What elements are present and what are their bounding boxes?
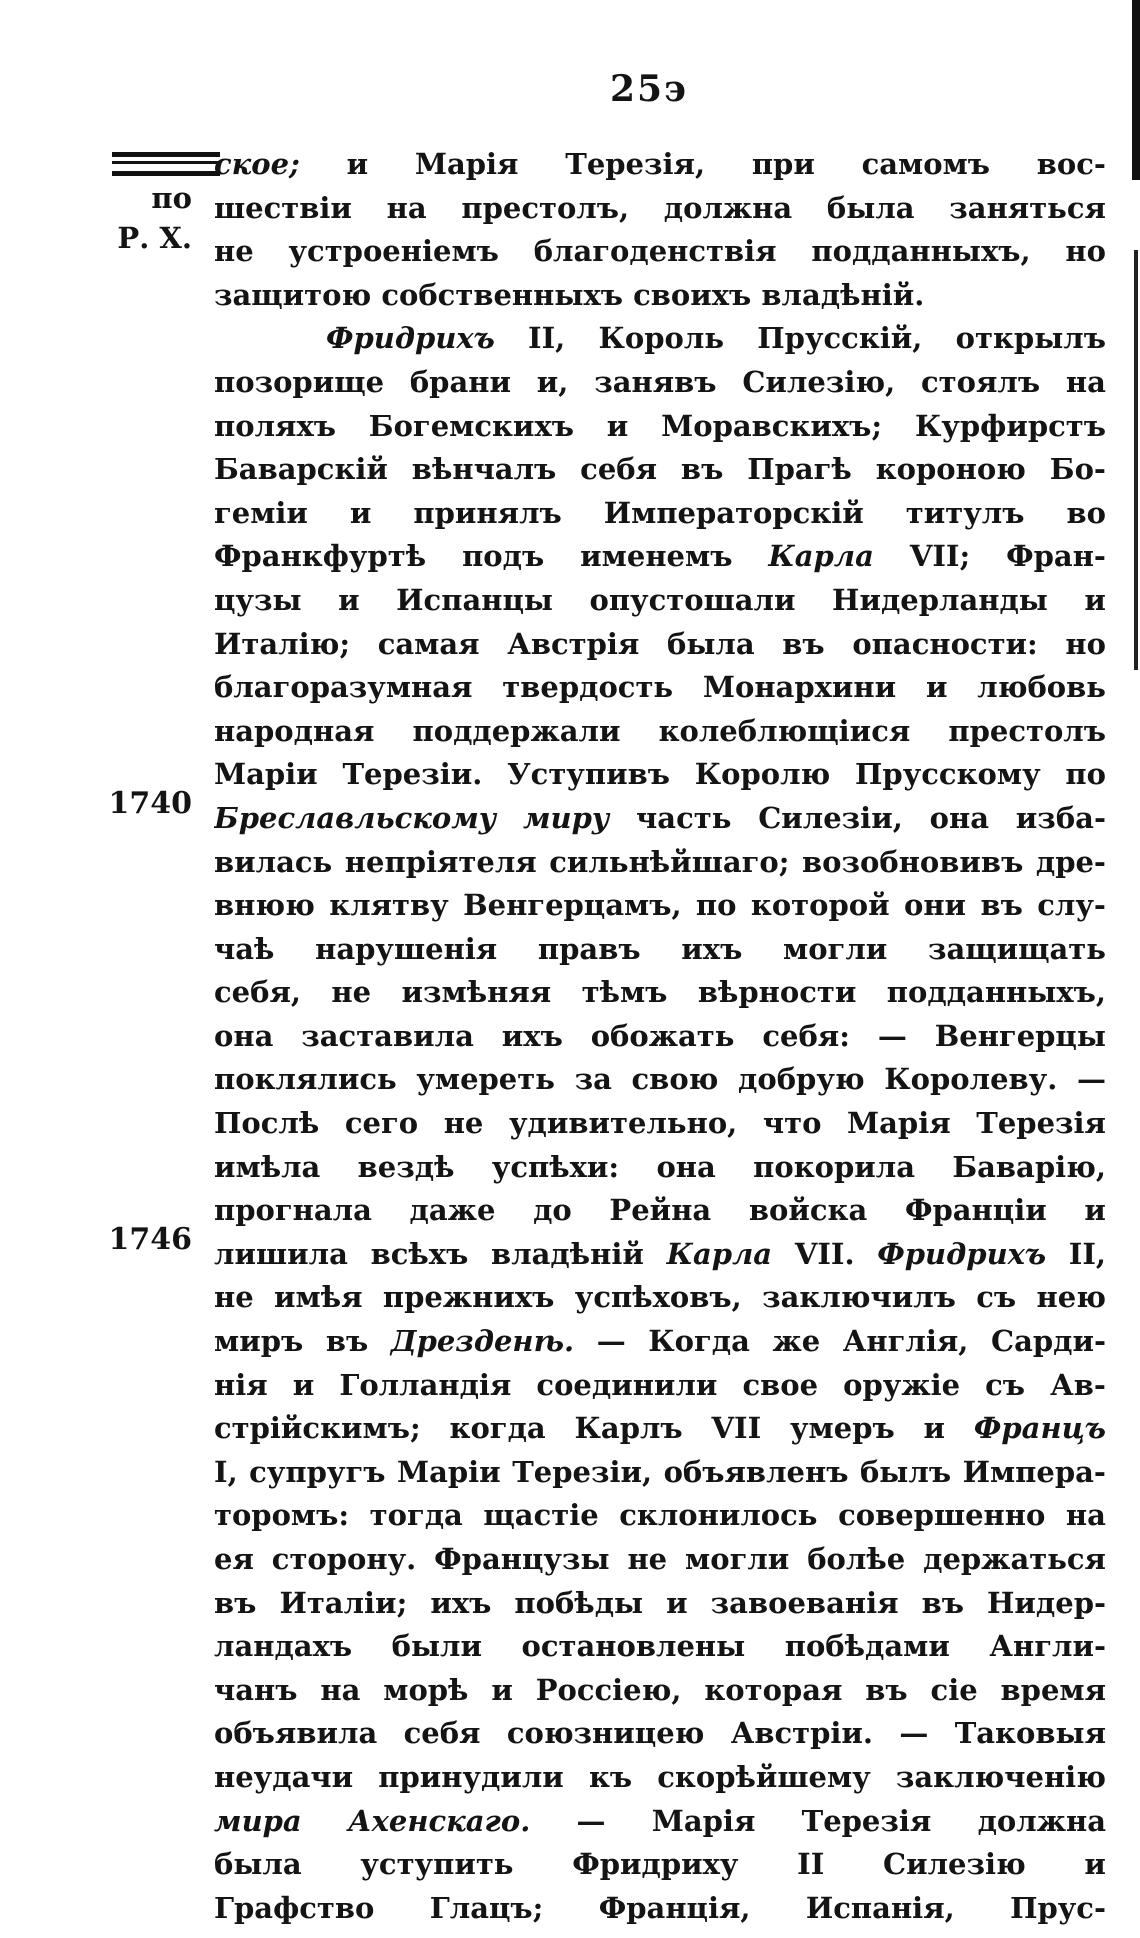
text-line: шествіи на престолъ, должна была заняться [214, 190, 1106, 225]
section-separator-mark [112, 152, 220, 176]
text-line: ея сторону. Французы не могли болѣе держаться [214, 1542, 1106, 1576]
text-line: чанъ на морѣ и Россіею, которая въ сіе время [214, 1672, 1106, 1707]
text-line: себя, не измѣняя тѣмъ вѣрности подданныхъ, [214, 975, 1106, 1010]
text-line: защитою собственныхъ своихъ владѣній. [214, 277, 925, 312]
text-line: внюю клятву Венгерцамъ, по которой они въ слу- [214, 888, 1106, 923]
text-line: вилась непріятеля сильнѣйшаго; возобновивъ дре- [214, 844, 1106, 879]
text-line: Франкфуртѣ подъ именемъ Карла VII; Фран- [214, 539, 1106, 574]
margin-year-1746: 1746 [108, 1222, 192, 1257]
text-line: ландахъ были остановлены побѣдами Англи- [214, 1629, 1106, 1664]
text-line: не имѣя прежнихъ успѣховъ, заключилъ съ нею [214, 1280, 1106, 1315]
text-line: народная поддержали колеблющіися престолъ [214, 713, 1106, 748]
text-line: ское; и Марія Терезія, при самомъ вос- [214, 147, 1106, 181]
text-line: не устроеніемъ благоденствія подданныхъ, но [214, 234, 1106, 269]
text-line: Баварскій вѣнчалъ себя въ Прагѣ короною Бо- [214, 452, 1106, 487]
text-line: мира Ахенскаго. — Марія Терезія должна [214, 1803, 1106, 1838]
text-line: лишила всѣхъ владѣній Карла VII. Фридрихъ II, [214, 1236, 1106, 1271]
text-line: Бреславльскому миру часть Силезіи, она изба- [214, 800, 1106, 835]
text-line: Послѣ сего не удивительно, что Марія Терезія [214, 1106, 1106, 1141]
text-line: объявила себя союзницею Австріи. — Таковыя [214, 1716, 1106, 1751]
text-line: позорище брани и, занявъ Силезію, стоялъ на [214, 364, 1106, 399]
text-line: нія и Голландія соединили свое оружіе съ Ав- [214, 1367, 1106, 1402]
text-line: въ Италіи; ихъ побѣды и завоеванія въ Нидер- [214, 1585, 1106, 1620]
text-line: поклялись умереть за свою добрую Королеву. — [214, 1062, 1106, 1097]
text-line: она заставила ихъ обожать себя: — Венгерцы [214, 1018, 1106, 1053]
text-line: стрійскимъ; когда Карлъ VII умеръ и Францъ [214, 1411, 1106, 1446]
text-line: прогнала даже до Рейна войска Франціи и [214, 1193, 1106, 1228]
text-line: неудачи принудили къ скорѣйшему заключенію [214, 1759, 1106, 1794]
text-line: поляхъ Богемскихъ и Моравскихъ; Курфирстъ [214, 408, 1106, 443]
page-edge-shadow [1134, 250, 1138, 670]
margin-year-1740: 1740 [108, 786, 192, 821]
text-line: Италію; самая Австрія была въ опасности: но [214, 626, 1106, 661]
text-line: геміи и принялъ Императорскій титулъ во [214, 495, 1106, 530]
text-line: чаѣ нарушенія правъ ихъ могли защищать [214, 931, 1106, 966]
body-text [214, 143, 1106, 1930]
text-line: Фридрихъ II, Король Прусскій, открылъ [326, 321, 1106, 356]
text-line: Маріи Терезіи. Уступивъ Королю Прусскому по [214, 757, 1106, 792]
text-line: была уступить Фридриху II Силезію и [214, 1847, 1106, 1882]
text-line: благоразумная твердость Монархини и любовь [214, 670, 1106, 705]
margin-note-rx: Р. Х. [117, 221, 192, 255]
text-line: цузы и Испанцы опустошали Нидерланды и [214, 582, 1106, 617]
text-line: имѣла вездѣ успѣхи: она покорила Баварію, [214, 1149, 1106, 1184]
page-number: 25э [610, 68, 689, 110]
text-line: Графство Глацъ; Франція, Испанія, Прус- [214, 1890, 1106, 1925]
margin-note-po: по [151, 181, 192, 215]
page-edge-shadow [1132, 0, 1140, 180]
text-line: I, супругъ Маріи Терезіи, объявленъ былъ Импера- [214, 1454, 1106, 1489]
text-line: торомъ: тогда щастіе склонилось совершенно на [214, 1498, 1106, 1533]
text-line: миръ въ Дрезденѣ. — Когда же Англія, Сарди- [214, 1324, 1106, 1359]
